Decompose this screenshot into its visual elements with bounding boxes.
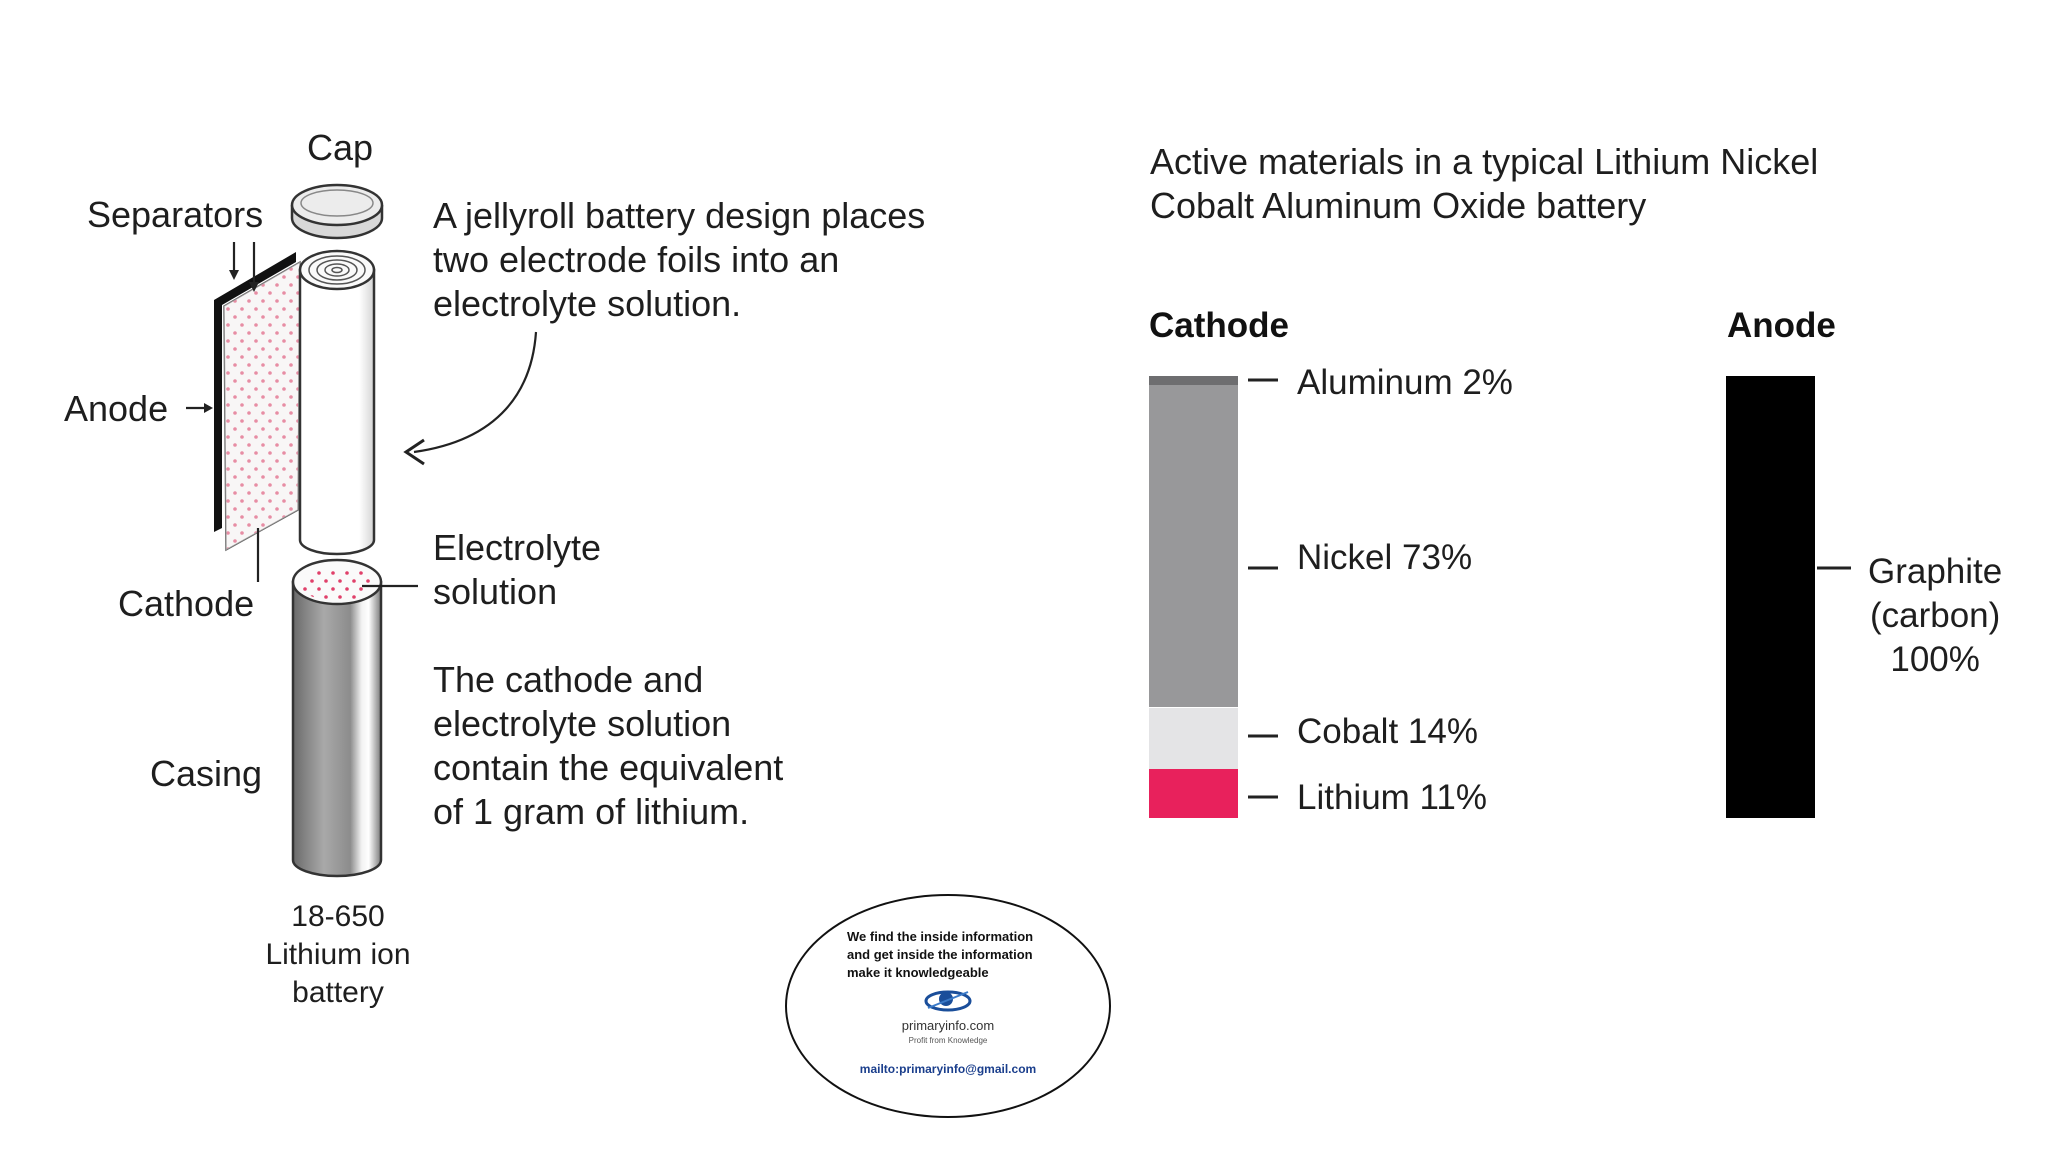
bar-segment-cobalt xyxy=(1149,708,1238,770)
jellyroll-note-line3: electrolyte solution. xyxy=(433,283,742,324)
battery-caption xyxy=(238,898,438,1012)
lithium-note-line2: electrolyte solution xyxy=(433,703,732,744)
cobalt-label: Cobalt 14% xyxy=(1297,712,1478,751)
cap-label: Cap xyxy=(307,127,374,168)
bar-segment-nickel xyxy=(1149,385,1238,708)
casing-shape xyxy=(293,560,381,876)
chart-title xyxy=(1150,140,1818,228)
lithium-note-line1: The cathode and xyxy=(433,659,704,700)
cathode-label: Cathode xyxy=(118,583,255,624)
electrolyte-label xyxy=(433,526,601,614)
lithium-note-line4: of 1 gram of lithium. xyxy=(433,791,750,832)
anode-heading: Anode xyxy=(1727,306,1836,345)
cathode-heading: Cathode xyxy=(1149,306,1289,345)
jellyroll-shape xyxy=(214,251,374,554)
aluminum-label: Aluminum 2% xyxy=(1297,363,1513,402)
stamp-logo-icon xyxy=(922,984,974,1018)
watermark-stamp xyxy=(785,894,1111,1118)
stamp-site: primaryinfo.com xyxy=(901,1018,995,1033)
graphite-label-line3: 100% xyxy=(1890,640,1980,679)
stamp-slogan xyxy=(847,928,1033,982)
casing-label: Casing xyxy=(150,753,263,794)
battery-caption-line3: battery xyxy=(292,976,384,1009)
graphite-label-line1: Graphite xyxy=(1868,552,2003,591)
stamp-tagline: Profit from Knowledge xyxy=(908,1036,988,1045)
battery-caption-line1: 18-650 xyxy=(291,900,385,933)
stamp-email-link[interactable]: mailto:primaryinfo@gmail.com xyxy=(859,1062,1037,1076)
bar-segment-lithium xyxy=(1149,769,1238,818)
stamp-line1: We find the inside information xyxy=(847,929,1034,944)
jellyroll-note-line1: A jellyroll battery design places xyxy=(433,195,926,236)
stamp-line2: and get inside the information xyxy=(847,947,1033,962)
nickel-label: Nickel 73% xyxy=(1297,538,1473,577)
chart-title-line1: Active materials in a typical Lithium Nickel xyxy=(1150,141,1819,182)
lithium-note-line3: contain the equivalent xyxy=(433,747,784,788)
stamp-line3: make it knowledgeable xyxy=(847,965,989,980)
bar-segment-aluminum xyxy=(1149,376,1238,385)
electrolyte-line1: Electrolyte xyxy=(433,527,602,568)
battery-caption-line2: Lithium ion xyxy=(265,938,411,971)
jellyroll-note-line2: two electrode foils into an xyxy=(433,239,840,280)
graphite-label xyxy=(1868,550,2002,682)
anode-bar-graphite xyxy=(1726,376,1815,818)
graphite-label-line2: (carbon) xyxy=(1869,596,2001,635)
cap-shape xyxy=(292,185,382,238)
lithium-label: Lithium 11% xyxy=(1297,778,1488,817)
jellyroll-note xyxy=(433,194,925,326)
electrolyte-line2: solution xyxy=(433,571,558,612)
chart-title-line2: Cobalt Aluminum Oxide battery xyxy=(1150,185,1647,226)
lithium-note xyxy=(433,658,783,834)
anode-label: Anode xyxy=(64,388,169,429)
separators-label: Separators xyxy=(87,194,264,235)
